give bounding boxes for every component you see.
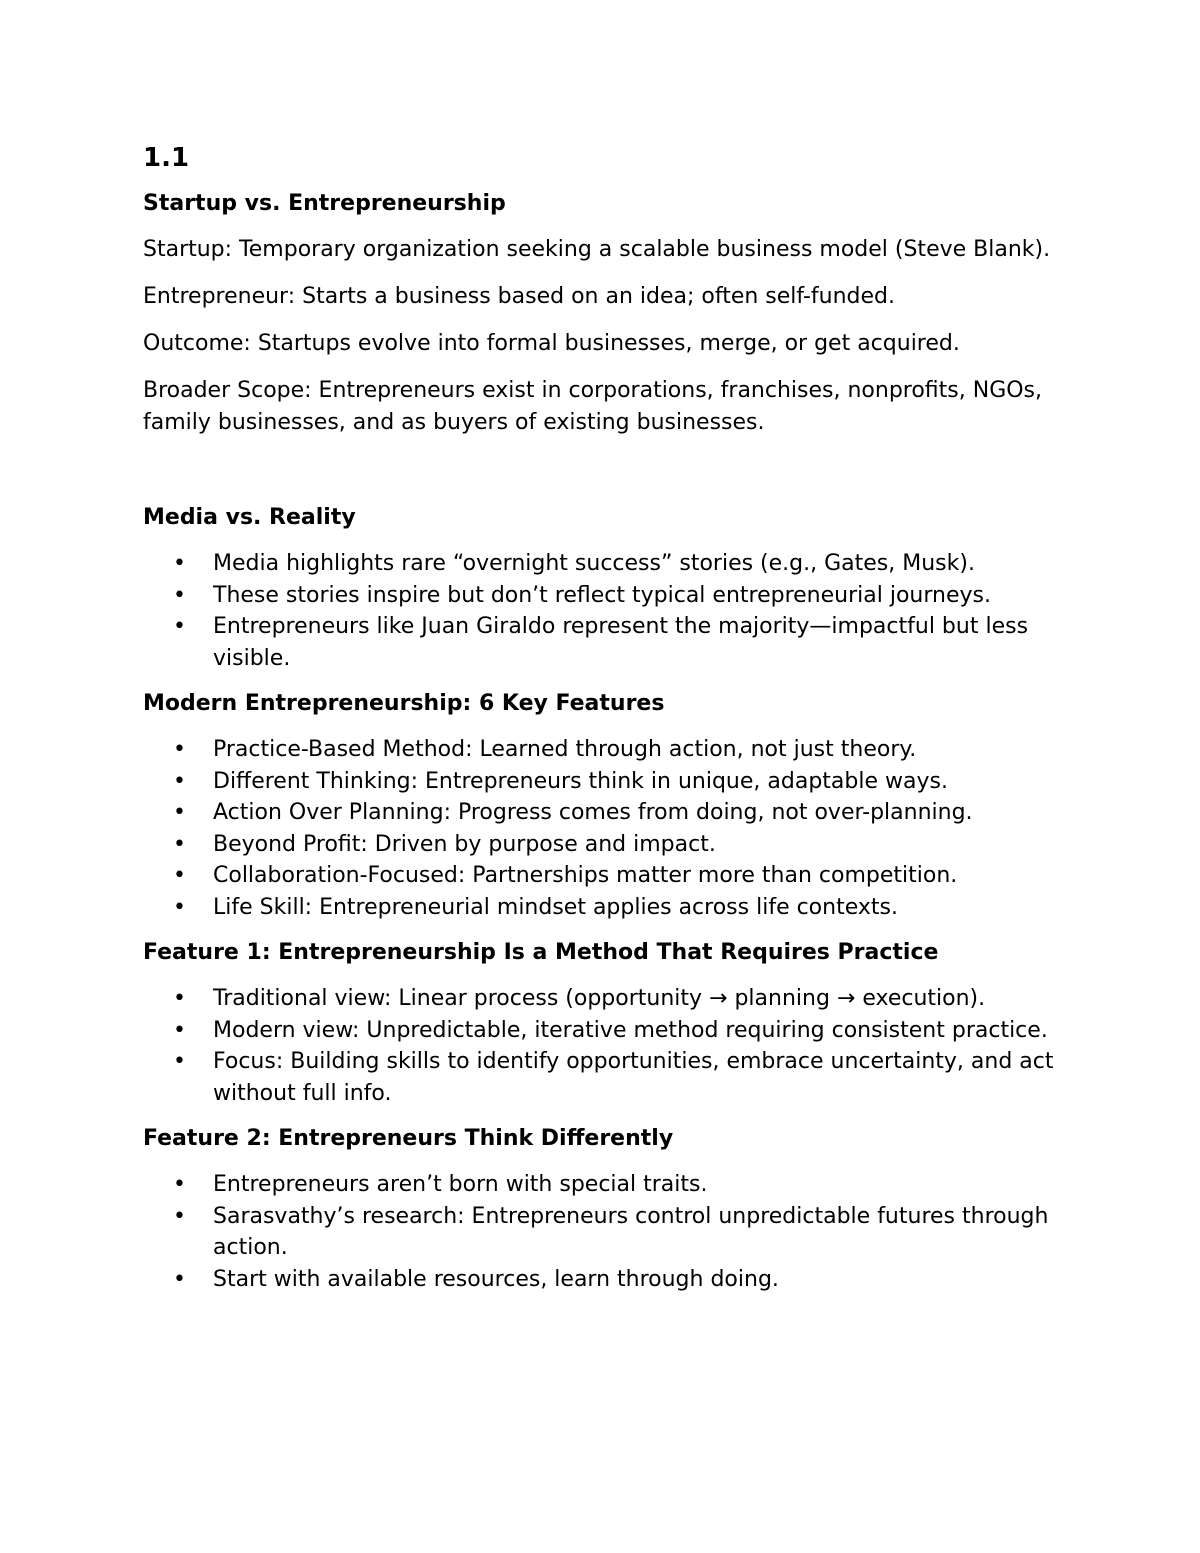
bullet-icon: • bbox=[173, 863, 186, 888]
bullet-icon: • bbox=[173, 831, 186, 857]
list-item bbox=[143, 983, 1063, 1015]
heading-startup-vs-entrepreneurship: Startup vs. Entrepreneurship bbox=[143, 191, 506, 216]
bullet-icon: • bbox=[173, 986, 186, 1011]
list-item bbox=[143, 829, 1063, 861]
list-item-text: Collaboration-Focused: Partnerships matter more than competition. bbox=[213, 863, 958, 888]
list-item bbox=[143, 580, 1063, 612]
spacer bbox=[143, 454, 1063, 502]
list-item bbox=[143, 797, 1063, 829]
feature1-bullet-list bbox=[143, 983, 1063, 1109]
list-item bbox=[143, 734, 1063, 766]
list-item-text: Media highlights rare “overnight success” stories (e.g., Gates, Musk). bbox=[213, 551, 975, 576]
heading-feature-2: Feature 2: Entrepreneurs Think Differently bbox=[143, 1126, 674, 1151]
list-item bbox=[143, 1015, 1063, 1047]
list-item-text: Action Over Planning: Progress comes from doing, not over-planning. bbox=[213, 800, 973, 825]
bullet-icon: • bbox=[173, 894, 186, 920]
bullet-icon: • bbox=[173, 1203, 186, 1229]
bullet-icon: • bbox=[173, 582, 186, 608]
list-item-text: Sarasvathy’s research: Entrepreneurs control unpredictable futures through action. bbox=[213, 1203, 1049, 1260]
list-item-text: Practice-Based Method: Learned through action, not just theory. bbox=[213, 737, 917, 762]
bullet-icon: • bbox=[173, 551, 186, 576]
bullet-icon: • bbox=[173, 614, 186, 639]
heading-media-vs-reality: Media vs. Reality bbox=[143, 505, 356, 530]
bullet-icon: • bbox=[173, 1172, 186, 1197]
bullet-icon: • bbox=[173, 800, 186, 825]
bullet-icon: • bbox=[173, 1049, 186, 1074]
modern-bullet-list bbox=[143, 734, 1063, 923]
list-item bbox=[143, 766, 1063, 798]
list-item bbox=[143, 611, 1063, 674]
list-item-text: Modern view: Unpredictable, iterative method requiring consistent practice. bbox=[213, 1017, 1048, 1043]
heading-modern-entrepreneurship: Modern Entrepreneurship: 6 Key Features bbox=[143, 691, 665, 716]
list-item bbox=[143, 1264, 1063, 1296]
document-page bbox=[143, 140, 1063, 1309]
media-bullet-list bbox=[143, 548, 1063, 674]
bullet-icon: • bbox=[173, 768, 186, 794]
section-number: 1.1 bbox=[143, 143, 190, 173]
list-item bbox=[143, 1201, 1063, 1264]
list-item-text: Entrepreneurs aren’t born with special traits. bbox=[213, 1172, 708, 1197]
bullet-icon: • bbox=[173, 1017, 186, 1043]
feature2-bullet-list bbox=[143, 1169, 1063, 1295]
paragraph-broader-scope: Broader Scope: Entrepreneurs exist in corporations, franchises, nonprofits, NGOs, family businesses, and as buyers of existing businesses. bbox=[143, 378, 1043, 435]
list-item bbox=[143, 548, 1063, 580]
paragraph-startup: Startup: Temporary organization seeking a scalable business model (Steve Blank). bbox=[143, 237, 1051, 262]
list-item-text: Beyond Profit: Driven by purpose and impact. bbox=[213, 831, 716, 857]
list-item-text: Life Skill: Entrepreneurial mindset applies across life contexts. bbox=[213, 894, 898, 920]
list-item-text: Start with available resources, learn through doing. bbox=[213, 1266, 779, 1292]
list-item bbox=[143, 1169, 1063, 1201]
list-item-text: Entrepreneurs like Juan Giraldo represent the majority—impactful but less visible. bbox=[213, 614, 1029, 671]
list-item bbox=[143, 860, 1063, 892]
paragraph-outcome: Outcome: Startups evolve into formal businesses, merge, or get acquired. bbox=[143, 331, 960, 356]
bullet-icon: • bbox=[173, 1266, 186, 1292]
heading-feature-1: Feature 1: Entrepreneurship Is a Method That Requires Practice bbox=[143, 940, 939, 965]
list-item-text: Traditional view: Linear process (opportunity → planning → execution). bbox=[213, 986, 986, 1011]
list-item-text: Focus: Building skills to identify opportunities, embrace uncertainty, and act without full info. bbox=[213, 1049, 1054, 1106]
bullet-icon: • bbox=[173, 737, 186, 762]
list-item bbox=[143, 1046, 1063, 1109]
list-item-text: These stories inspire but don’t reflect typical entrepreneurial journeys. bbox=[213, 582, 991, 608]
list-item bbox=[143, 892, 1063, 924]
list-item-text: Different Thinking: Entrepreneurs think in unique, adaptable ways. bbox=[213, 768, 948, 794]
paragraph-entrepreneur: Entrepreneur: Starts a business based on an idea; often self-funded. bbox=[143, 284, 895, 309]
